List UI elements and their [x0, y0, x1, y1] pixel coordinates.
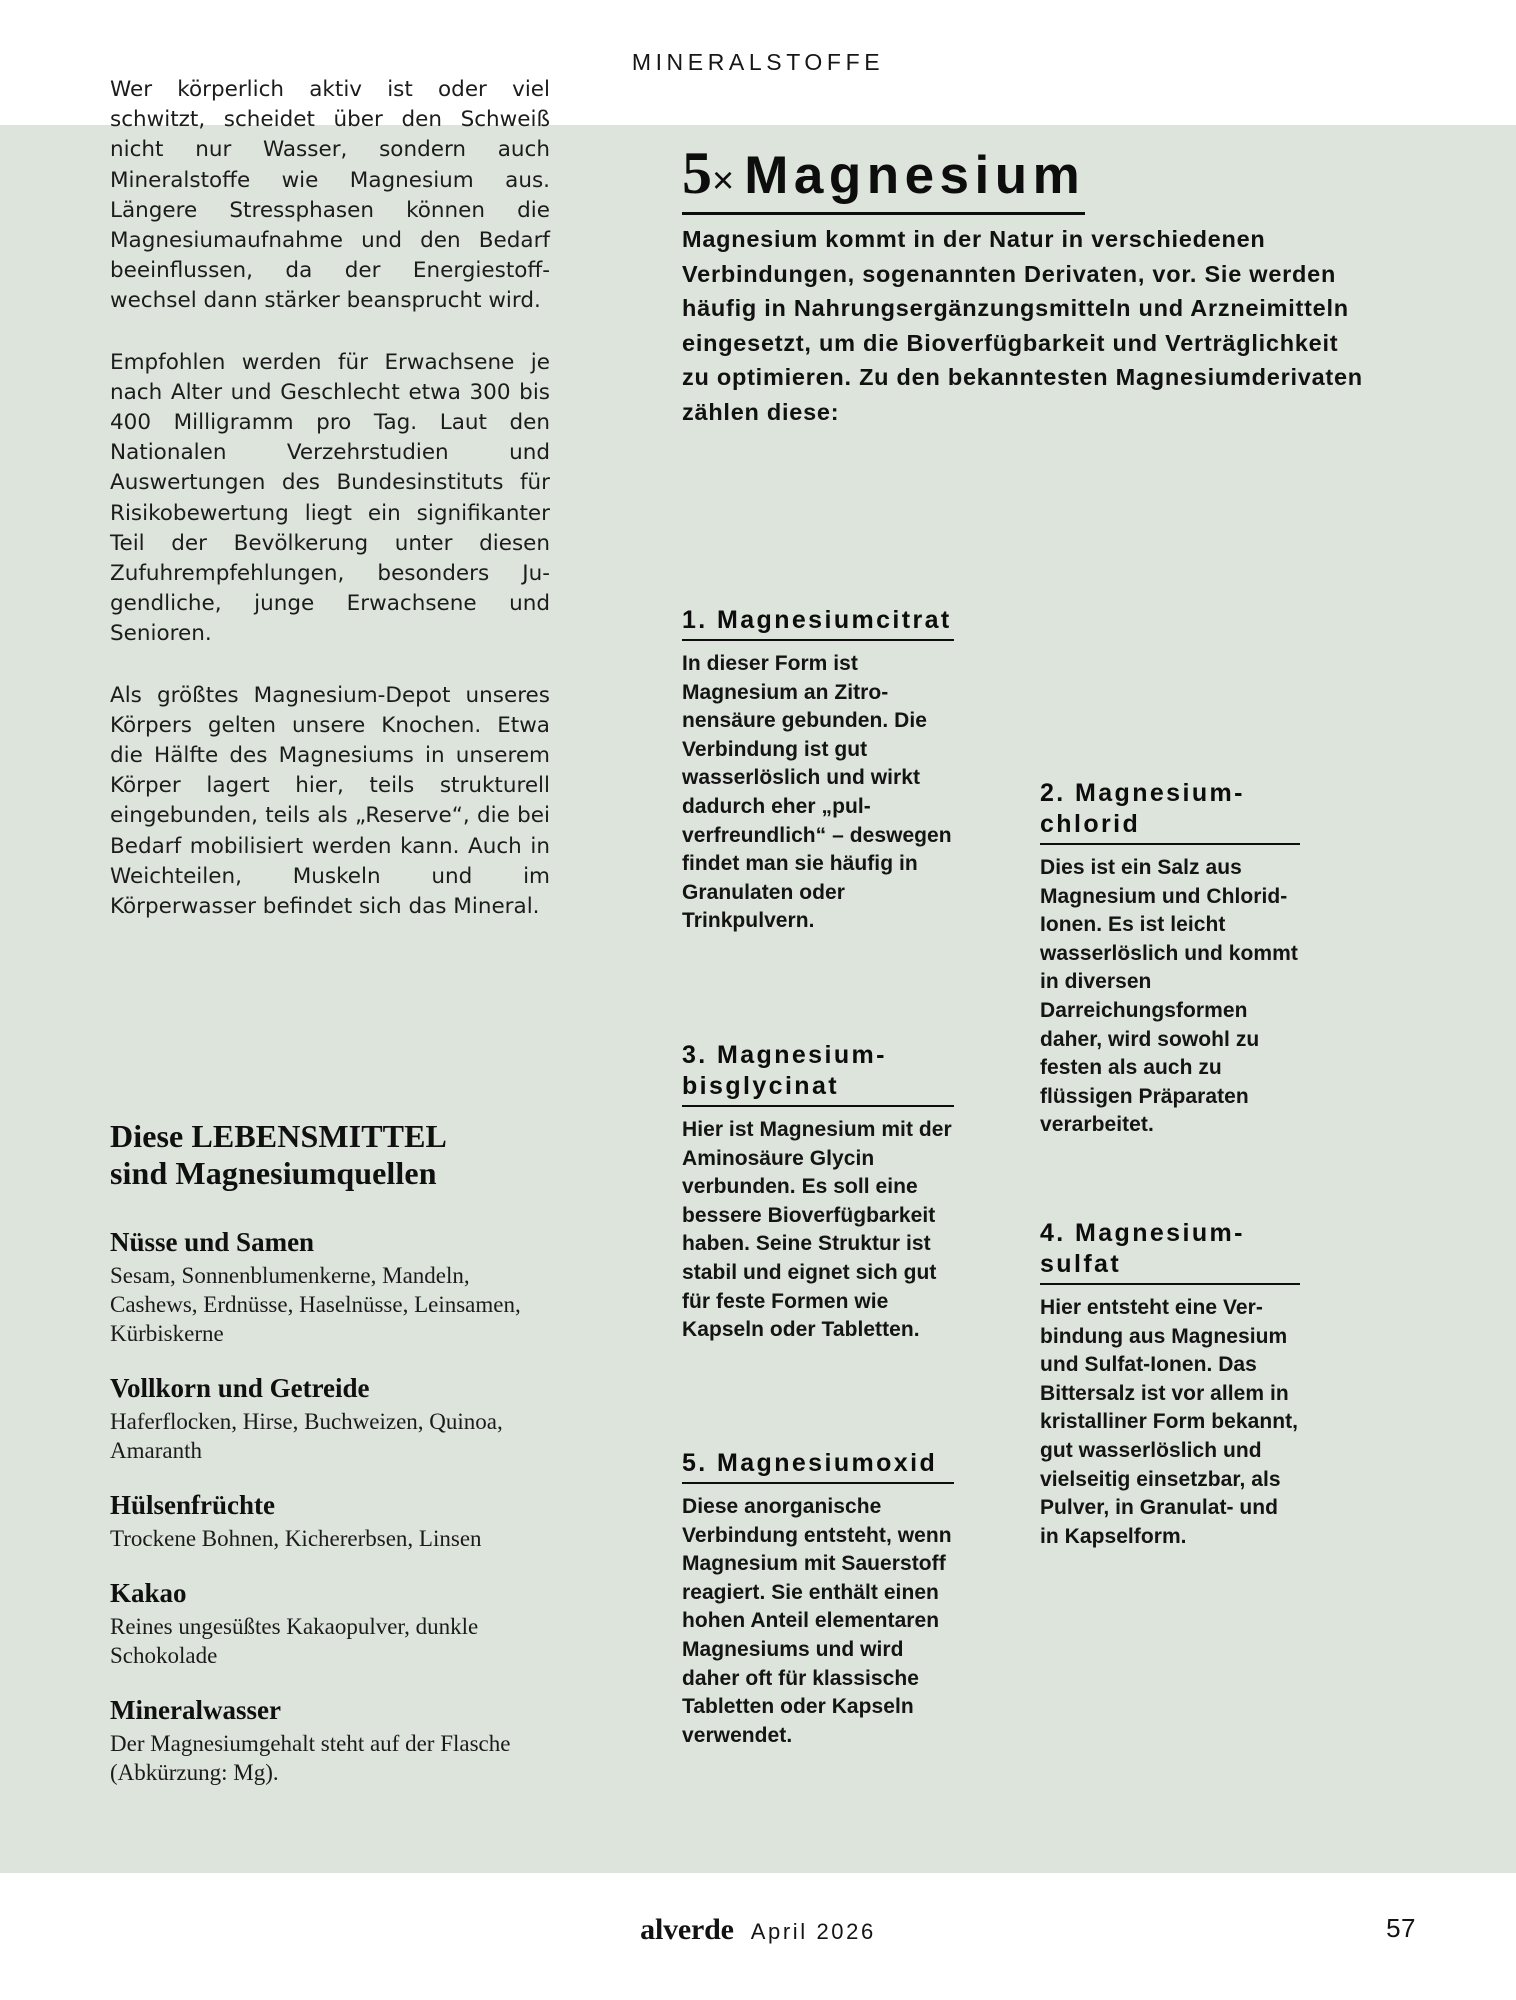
food-group-name: Mineralwasser	[110, 1695, 281, 1726]
food-group-name: Nüsse und Samen	[110, 1227, 315, 1258]
running-head-label: MINERALSTOFFE	[631, 49, 885, 75]
feature-title-times: ×	[712, 160, 745, 202]
derivative-card-magnesiumsulfat	[1040, 1218, 1300, 1551]
derivative-card-magnesiumcitrat	[682, 605, 954, 936]
body-paragraph-2: Empfohlen werden für Erwachsene je nach Alter und Geschlecht etwa 300 bis 400 Milligramm pro Tag. Laut den Nationalen Verzehrstudien und Auswertungen des Bundesinstituts für Risikobewertung liegt ein signifikanter Teil der Bevölkerung unter diesen Zufuhrempfehlungen, besonders Jugendliche, junge Erwachsene und Senioren.	[110, 349, 550, 647]
food-sources-title-line2: sind Magnesiumquellen	[110, 1155, 437, 1192]
derivative-heading: 2. Magnesiumchlorid	[1040, 778, 1300, 845]
food-sources-title-line1: Diese LEBENSMITTEL	[110, 1118, 447, 1155]
food-group	[110, 1372, 550, 1465]
page-footer	[0, 1873, 1516, 2000]
food-group-items: Reines ungesüßtes Kakaopulver, dunkle Schokolade	[110, 1614, 479, 1669]
derivative-card-magnesiumchlorid	[1040, 778, 1300, 1140]
food-group-name: Vollkorn und Getreide	[110, 1373, 370, 1404]
food-group	[110, 1489, 550, 1553]
footer-imprint	[0, 1913, 1516, 1947]
left-column	[110, 75, 550, 1787]
feature-title-word: Magnesium	[744, 146, 1086, 205]
food-group-name: Kakao	[110, 1578, 187, 1609]
derivative-body: Diese anorganische Verbindung entsteht, wenn Magnesium mit Sauerstoff reagiert. Sie enthält einen hohen Anteil elementaren Magnesiums und wird daher oft für klassische Tabletten oder Kapseln verwendet.	[682, 1495, 952, 1747]
derivative-heading: 4. Magnesiumsulfat	[1040, 1218, 1300, 1285]
brand-name: alverde	[640, 1913, 734, 1946]
page-number: 57	[1386, 1913, 1416, 1943]
derivative-heading: 3. Magnesiumbisglycinat	[682, 1040, 954, 1107]
food-sources-section	[110, 1118, 550, 1787]
body-paragraph-3: Als größtes Magnesium-Depot unseres Körpers gelten unsere Knochen. Etwa die Hälfte des Magnesiums in unserem Körper lagert hier, teils strukturell eingebunden, teils als „Reserve“, die bei Bedarf mobilisiert werden kann. Auch in Weichteilen, Muskeln und im Körperwasser befindet sich das Mineral.	[110, 682, 550, 920]
food-group-items: Haferflocken, Hirse, Buchweizen, Quinoa, Amaranth	[110, 1409, 503, 1464]
food-group-items: Sesam, Sonnenblumenkerne, Mandeln, Cashews, Erdnüsse, Haselnüsse, Leinsamen, Kürbiskerne	[110, 1263, 521, 1347]
derivative-card-magnesiumoxid	[682, 1448, 954, 1750]
derivative-heading: 1. Magnesiumcitrat	[682, 605, 954, 641]
feature-title-number: 5	[682, 140, 712, 206]
food-group	[110, 1226, 550, 1348]
derivative-heading: 5. Magnesiumoxid	[682, 1448, 954, 1484]
food-group	[110, 1694, 550, 1787]
food-group	[110, 1577, 550, 1670]
derivative-body: Hier ist Magnesium mit der Aminosäure Glycin verbunden. Es soll eine bessere Bioverfügbarkeit haben. Seine Struktur ist stabil und eignet sich gut für feste Formen wie Kapseln oder Tabletten.	[682, 1118, 952, 1342]
derivative-body: Hier entsteht eine Verbindung aus Magnesium und Sulfat-Ionen. Das Bittersalz ist vor allem in kristalliner Form bekannt, gut wasserlöslich und vielseitig einsetzbar, als Pulver, in Granulat- und in Kapselform.	[1040, 1296, 1299, 1548]
body-paragraph-1: Wer körperlich aktiv ist oder viel schwitzt, scheidet über den Schweiß nicht nur Wasser, sondern auch Mineralstoffe wie Magnesium aus. Längere Stressphasen können die Magnesiumaufnahme und den Bedarf beeinflussen, da der Energiestoffwechsel dann stärker beansprucht wird.	[110, 77, 550, 314]
food-group-name: Hülsenfrüchte	[110, 1490, 275, 1521]
food-sources-title	[110, 1118, 550, 1192]
food-group-items: Der Magnesiumgehalt steht auf der Flasche (Abkürzung: Mg).	[110, 1731, 511, 1786]
derivative-body: Dies ist ein Salz aus Magnesium und Chlorid-Ionen. Es ist leicht wasserlöslich und kommt in diversen Darreichungsformen daher, wird sowohl zu festen als auch zu flüssigen Präparaten verarbeitet.	[1040, 856, 1298, 1137]
feature-intro-paragraph: Magnesium kommt in der Natur in verschiedenen Verbindungen, sogenannten Derivaten, vor. Sie werden häufig in Nahrungsergänzungsmitteln und Arzneimitteln eingesetzt, um die Bioverfügbarkeit und Verträglichkeit zu optimieren. Zu den bekanntesten Magnesiumderivaten zählen diese:	[682, 226, 1363, 425]
feature-title	[682, 142, 1085, 215]
issue-date: April 2026	[750, 1919, 876, 1944]
food-group-items: Trockene Bohnen, Kichererbsen, Linsen	[110, 1526, 482, 1552]
derivative-card-magnesiumbisglycinat	[682, 1040, 954, 1345]
feature-headline	[682, 142, 1322, 215]
derivative-body: In dieser Form ist Magnesium an Zitronensäure gebunden. Die Verbindung ist gut wasserlöslich und wirkt dadurch eher „pulverfreundlich“ – deswegen findet man sie häufig in Granulaten oder Trinkpulvern.	[682, 652, 952, 933]
